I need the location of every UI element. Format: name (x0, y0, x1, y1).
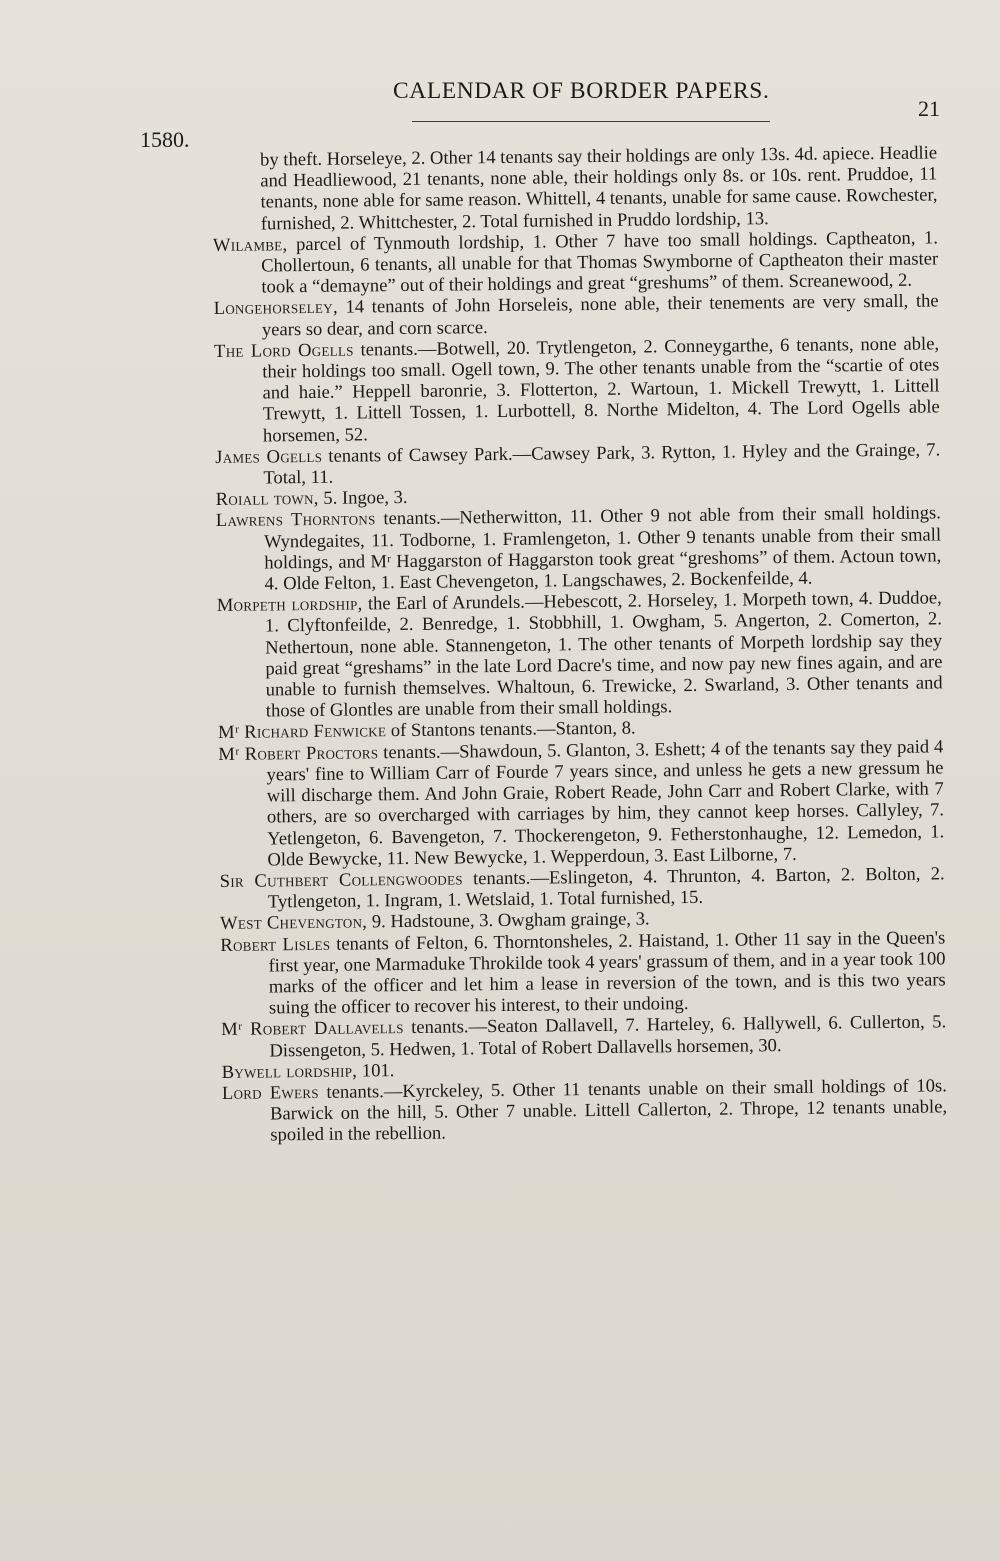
entry-text: tenants of Cawsey Park.—Cawsey Park, 3. Rytton, 1. Hyley and the Grainge, 7. Total, 11. (263, 439, 941, 489)
running-head-title: CALENDAR OF BORDER PAPERS. (393, 78, 770, 104)
entry-head: Mʳ Robert Proctors (218, 741, 379, 765)
entry-head: Longehorseley, (213, 297, 338, 320)
entry-paragraph (214, 333, 940, 447)
entry-text: the Earl of Arundels.—Hebescott, 2. Horseley, 1. Morpeth town, 4. Duddoe, 1. Clyftonfeilde, 2. Benredge, 1. Stobbhill, 1. Owgham, 5. Angerton, 2. Comerton, 2. Nethertoun, none able. Stannengeton, 1. The other tenants of Morpeth lordship say they paid great “greshams” in the late Lord Dacre's time, and now pay new fines again, and are unable to furnish themselves. Whaltoun, 6. Trewicke, 2. Swarland, 3. Other tenants and those of Glontles are unable from their small holdings. (264, 587, 943, 722)
entry-paragraph (213, 227, 939, 298)
entry-paragraph (220, 927, 946, 1019)
entry-text: tenants.—Eslingeton, 4. Thrunton, 4. Barton, 2. Bolton, 2. Tytlengeton, 1. Ingram, 1. Wetslaid, 1. Total furnished, 15. (267, 863, 945, 913)
entry-head: Roiall town, (215, 488, 319, 511)
entry-head: James Ogells (215, 445, 323, 468)
entry-text: tenants.—Kyrckeley, 5. Other 11 tenants unable on their small holdings of 10s. Barwick on the hill, 5. Other 7 unable. Littell Callerton, 2. Thrope, 12 tenants unable, spoiled in the rebellion. (269, 1075, 948, 1146)
entry-paragraph (217, 588, 943, 723)
entry-text: tenants.—Netherwitton, 11. Other 9 not able from their small holdings. Wyndegaites, 11. Todborne, 1. Framlengeton, 1. Other 9 tenants unable from their small holdings, and Mʳ Haggarston of Haggarston took great “greshoms” of them. Actoun town, 4. Olde Felton, 1. East Chevengeton, 1. Langschawes, 2. Bockenfeilde, 4. (263, 502, 942, 595)
entry-paragraph (222, 1075, 948, 1146)
entry-text: by theft. Horseleye, 2. Other 14 tenants say their holdings are only 13s. 4d. apiece. Headlie and Headliewood, 21 tenants, none able, their holdings only 8s. or 10s. rent. Pruddoe, 11 tenants, none able for same reason. Whittell, 4 tenants, unable for same cause. Rowchester, furnished, 2. Whittchester, 2. Total furnished in Pruddo lordship, 13. (259, 142, 938, 235)
entry-head: Bywell lordship, (221, 1060, 358, 1083)
entry-text: 14 tenants of John Horseleis, none able, their tenements are very small, the years so dear, and corn scarce. (261, 290, 939, 341)
entry-paragraph (221, 1012, 946, 1062)
entry-head: The Lord Ogells (213, 339, 354, 362)
entry-text: tenants.—Seaton Dallavell, 7. Harteley, 6. Hallywell, 6. Cullerton, 5. Dissengeton, 5. Hedwen, 1. Total of Robert Dallavells horsemen, 30. (269, 1011, 947, 1061)
entry-text: 9. Hadstoune, 3. Owgham grainge, 3. (367, 908, 650, 933)
entry-paragraph (216, 503, 942, 595)
entry-head: Morpeth lordship, (216, 593, 363, 617)
header-rule (412, 121, 770, 122)
entry-paragraph (215, 439, 940, 489)
entry-head: Mʳ Richard Fenwicke (217, 720, 387, 744)
page-number: 21 (918, 96, 940, 121)
entry-head: Robert Lisles (220, 933, 331, 956)
body-text (212, 142, 947, 1146)
entry-paragraph (218, 736, 944, 871)
entry-text: tenants of Felton, 6. Thorntonsheles, 2. Haistand, 1. Other 11 say in the Queen's first year, one Marmaduke Throkilde took 4 years' grassum of them, and in a year took 100 marks of the officer and let him a lease in reversion of the town, and is this two years suing the officer to recover his interest, to their undoing. (268, 926, 946, 1019)
entry-paragraph (220, 863, 945, 913)
entry-text: 5. Ingoe, 3. (318, 487, 408, 510)
entry-text: parcel of Tynmouth lordship, 1. Other 7 have too small holdings. Captheaton, 1. Chollertoun, 6 tenants, all unable for that Thomas Swymborne of Captheaton their master took a “demayne” out of their holdings and great “greshums” of them. Screanewood, 2. (261, 227, 939, 298)
entry-text: of Stantons tenants.—Stanton, 8. (386, 718, 636, 742)
entry-head: Sir Cuthbert Collengwoodes (219, 868, 463, 892)
entry-head: West Chevengton, (219, 911, 368, 935)
entry-paragraph (214, 291, 939, 341)
entry-paragraph (212, 142, 938, 234)
entry-text: tenants.—Shawdoun, 5. Glanton, 3. Eshett; 4 of the tenants say they paid 4 years' fine to William Carr of Fourde 7 years since, and unless he gets a new gressum he will discharge them. And John Graie, Robert Reade, John Carr and Robert Clarke, with 7 others, are so overcharged with carriages by him, they cannot keep horses. Callyley, 7. Yetlengeton, 6. Bavengeton, 7. Thockerengeton, 9. Fetherstonhaughe, 12. Lemedon, 1. Olde Bewycke, 11. New Bewycke, 1. Wepperdoun, 3. East Lilborne, 7. (266, 736, 945, 871)
entry-head: Lord Ewers (221, 1081, 319, 1104)
entry-text: tenants.—Botwell, 20. Trytlengeton, 2. Conneygarthe, 6 tenants, none able, their holdings too small. Ogell town, 9. The other tenants unable from the “scartie of otes and haie.” Heppell baronrie, 3. Flotterton, 2. Wartoun, 1. Mickell Trewytt, 1. Littell Trewytt, 1. Littell Tossen, 1. Lurbottell, 8. Northe Midelton, 4. The Lord Ogells able horsemen, 52. (262, 333, 940, 447)
year-marker: 1580. (140, 127, 190, 152)
entry-text: 101. (357, 1059, 395, 1082)
entry-head: Mʳ Robert Dallavells (221, 1017, 404, 1041)
entry-head: Lawrens Thorntons (215, 508, 376, 532)
entry-head: Wilambe, (212, 234, 288, 256)
